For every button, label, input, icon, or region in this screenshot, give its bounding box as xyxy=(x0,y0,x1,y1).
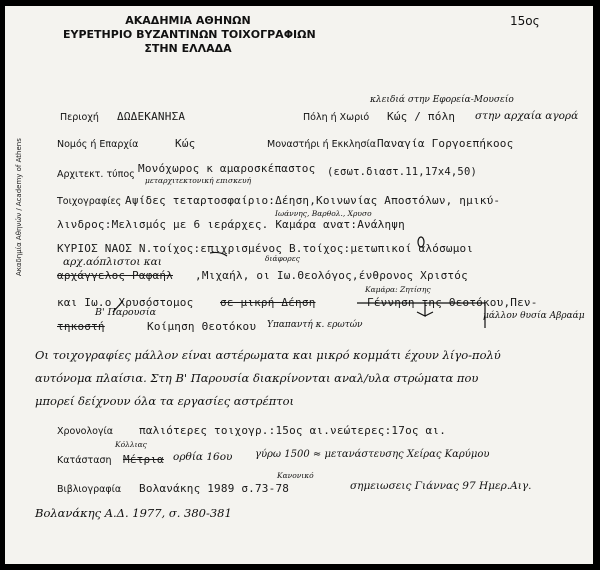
label-vivliografia: Βιβλιογραφία xyxy=(57,484,122,495)
value-poli: Κώς / πόλη xyxy=(387,110,456,123)
label-moni: Μοναστήρι ή Εκκλησία xyxy=(267,139,376,150)
label-architekt: Αρχιτεκτ. τύπος xyxy=(57,169,135,180)
value-architekt-dims: (εσωτ.διαστ.11,17x4,50) xyxy=(327,166,477,178)
vivliografia-handwritten-2: Βολανάκης Α.Δ. 1977, σ. 380-381 xyxy=(35,506,232,520)
value-chronologia: παλιότερες τοιχογρ.:15ος αι.νεώτερες:17ος αι. xyxy=(139,424,447,437)
value-architekt: Μονόχωρος κ αμαροσκέπαστος xyxy=(138,162,316,175)
toich-line-5-note: Καμάρα: Ζητίσης xyxy=(365,285,431,294)
toich-line-4: ,Μιχαήλ, οι Ιω.Θεολόγος,ένθρονος Χριστός xyxy=(195,269,468,282)
handwritten-note-line-2: αυτόνομα πλαίσια. Στη Β' Παρουσία διακρίνονται αναλ/υλα στρώματα που xyxy=(35,371,479,385)
card-number: 15ος xyxy=(510,14,540,28)
toich-line-3: ΚΥΡΙΟΣ ΝΑΟΣ Ν.τοίχος:επιχρισμένος Β.τοίχος:μετωπικοί αλόσωμοι xyxy=(57,242,474,255)
vivliografia-handwritten: σημειωσεις Γιάννας 97 Ημερ.Αιγ. xyxy=(350,480,532,492)
label-periochi: Περιοχή xyxy=(60,112,99,123)
katastasi-handwritten-note: γύρω 1500 ≈ μετανάστευσης Χείρας Καρύμου xyxy=(255,449,490,460)
value-katastasi-struck: Μέτρια xyxy=(123,453,164,466)
header-index-title: ΕΥΡΕΤΗΡΙΟ ΒΥΖΑΝΤΙΝΩΝ ΤΟΙΧΟΓΡΑΦΙΩΝ xyxy=(63,28,316,41)
label-toichografies: Τοιχογραφίες xyxy=(57,196,122,207)
label-nomos: Νομός ή Επαρχία xyxy=(57,139,139,150)
toich-line-6-handwritten: Β' Παρουσία xyxy=(95,307,157,318)
poli-handwritten-note: κλειδιά στην Εφορεία-Μουσείο xyxy=(370,95,514,105)
label-katastasi: Κατάσταση xyxy=(57,455,112,466)
toich-line-4-struck: αρχάγγελος Ραφαήλ xyxy=(57,269,173,282)
handwritten-note-line-1: Οι τοιχογραφίες μάλλον είναι αστέρωματα και μικρό κομμάτι έχουν λίγο-πολύ xyxy=(35,348,501,362)
value-nomos: Κώς xyxy=(175,137,196,150)
toich-line-6: Κοίμηση Θεοτόκου xyxy=(147,320,257,333)
toich-line-6-handwritten-2: Υπαπαντή κ. ερωτών xyxy=(267,320,363,330)
header-institution: ΑΚΑΔΗΜΙΑ ΑΘΗΝΩΝ xyxy=(125,14,251,27)
value-moni: Παναγία Γοργοεπήκοος xyxy=(377,137,514,150)
katastasi-handwritten-top: Κόλλιας xyxy=(115,440,147,449)
toich-line-5-end: Γέννηση της Θεοτόκου,Πεν- xyxy=(367,296,538,309)
toich-line-2: λινδρος:Μελισμός με 6 ιεράρχες. Καμάρα ανατ:Ανάληψη xyxy=(57,218,405,231)
toich-line-3-handwritten: αρχ.αόπλιστοι και xyxy=(63,256,162,268)
toich-line-2-note: Ιωάννης, Βαρθολ., Χρυσο xyxy=(275,209,372,218)
toich-line-5: και Ιω.ο Χρυσόστομος xyxy=(57,296,194,309)
handwritten-note-line-3: μπορεί δείχνουν όλα τα εργασίες αστρέπτοι xyxy=(35,394,295,408)
header-region: ΣΤΗΝ ΕΛΛΑΔΑ xyxy=(144,42,232,55)
index-card xyxy=(5,6,593,564)
toich-line-6-struck: τηκοστή xyxy=(57,320,105,333)
label-chronologia: Χρονολογία xyxy=(57,426,114,437)
toich-line-4-note: διάφορες xyxy=(265,254,300,263)
toich-line-5-struck: σε μικρή Δέηση xyxy=(220,296,316,309)
side-margin-text: Ακαδημία Αθηνών / Academy of Athens xyxy=(15,138,23,276)
vivliografia-handwritten-top: Κανονικό xyxy=(277,471,314,480)
value-poli-handwritten: στην αρχαία αγορά xyxy=(475,110,579,122)
architekt-handwritten-note: μεταρχιτεκτονική επισκευή xyxy=(145,176,252,185)
label-poli: Πόλη ή Χωριό xyxy=(303,112,370,123)
value-vivliografia: Βολανάκης 1989 σ.73-78 xyxy=(139,482,290,495)
toich-line-1: Αψίδες τεταρτοσφαίριο:Δέηση,Κοινωνίας Αποστόλων, ημικύ- xyxy=(125,194,501,207)
toich-line-6-note: μάλλον θυσία Αβραάμ xyxy=(483,311,585,321)
value-katastasi-handwritten: ορθία 16ου xyxy=(173,451,233,463)
value-periochi: ΔΩΔΕΚΑΝΗΣΑ xyxy=(117,110,186,123)
